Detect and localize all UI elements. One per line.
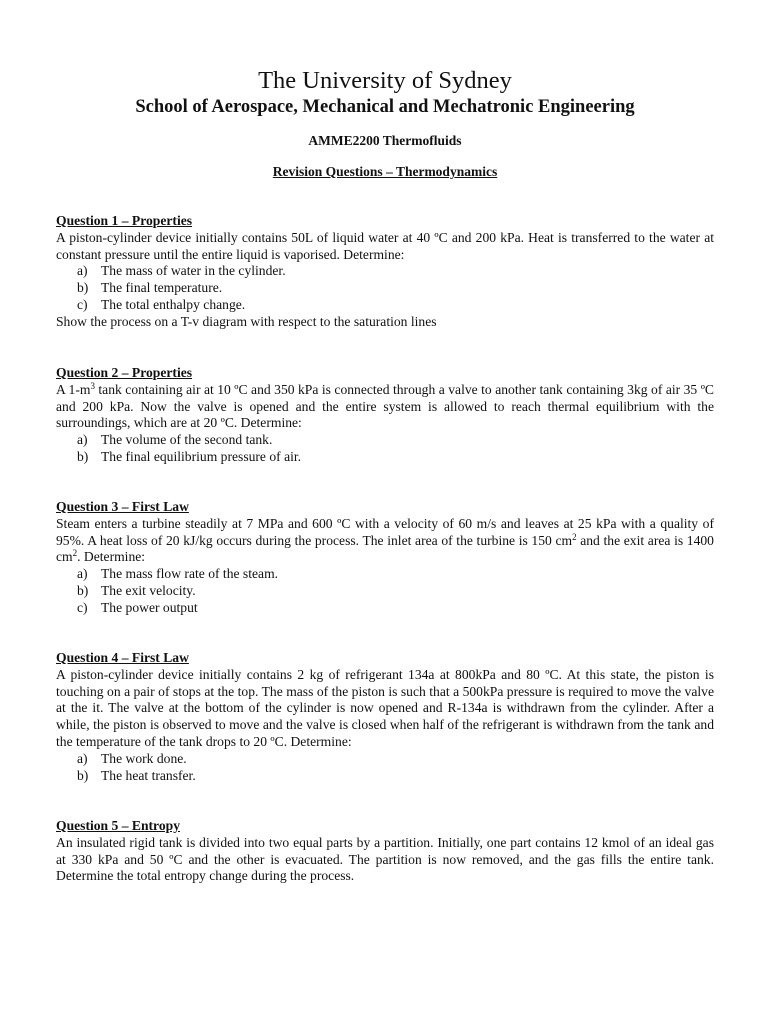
part-label: a)	[77, 750, 88, 766]
part-text: The mass flow rate of the steam.	[101, 566, 279, 582]
part-text: The volume of the second tank.	[101, 432, 273, 448]
list-item	[56, 280, 714, 297]
list-item	[56, 751, 714, 768]
part-text: The final equilibrium pressure of air.	[101, 448, 302, 464]
question-1-footer: Show the process on a T-v diagram with respect to the saturation lines	[56, 313, 437, 329]
body-text: . Determine:	[77, 549, 146, 565]
list-item	[56, 297, 714, 314]
question-4	[56, 650, 714, 784]
question-3	[56, 499, 714, 617]
part-label: b)	[77, 767, 89, 783]
superscript: 2	[72, 548, 78, 559]
superscript: 3	[90, 380, 95, 391]
list-item	[56, 566, 714, 583]
body-text: and the exit area is 1400 cm	[56, 532, 714, 565]
question-2-body	[56, 382, 714, 432]
part-text: The total enthalpy change.	[101, 296, 246, 312]
part-text: The work done.	[101, 750, 187, 766]
body-text: tank containing air at 10 ºC and 350 kPa is connected through a valve to another tank containing 3kg of air 35 ºC and 200 kPa. Now the valve is opened and the entire system is allowed to reach thermal equilibrium with the surroundings, which are at 20 ºC. Determine:	[56, 381, 714, 431]
part-text: The exit velocity.	[101, 582, 196, 598]
list-item	[56, 600, 714, 617]
list-item	[56, 768, 714, 785]
question-1	[56, 213, 714, 331]
question-3-body	[56, 516, 714, 566]
university-title: The University of Sydney	[258, 67, 512, 94]
question-4-body: A piston-cylinder device initially contains 2 kg of refrigerant 134a at 800kPa and 80 ºC. At this state, the piston is touching on a pair of stops at the top. The mass of the piston is such that a 500kPa pressure is required to move the valve at the it. The valve at the bottom of the cylinder is now opened and R-134a is withdrawn from the cylinder. After a while, the piston is observed to move and the valve is closed when half of the refrigerant is withdrawn from the tank and the temperature of the tank drops to 20 ºC. Determine:	[56, 666, 714, 749]
question-3-parts	[56, 566, 714, 616]
part-text: The power output	[101, 599, 198, 615]
part-label: c)	[77, 599, 88, 615]
question-1-parts	[56, 263, 714, 313]
list-item	[56, 263, 714, 280]
question-4-heading: Question 4 – First Law	[56, 650, 189, 665]
question-1-heading: Question 1 – Properties	[56, 213, 193, 228]
school-title: School of Aerospace, Mechanical and Mechatronic Engineering	[135, 97, 635, 117]
question-1-body: A piston-cylinder device initially contains 50L of liquid water at 40 ºC and 200 kPa. Heat is transferred to the water at constant pressure until the entire liquid is vaporised. Determine:	[56, 229, 714, 262]
part-text: The heat transfer.	[101, 767, 196, 783]
body-text: A 1-m	[56, 381, 91, 397]
part-label: b)	[77, 280, 89, 296]
superscript: 2	[572, 531, 577, 542]
question-2-parts	[56, 432, 714, 466]
part-label: a)	[77, 263, 88, 279]
question-3-heading: Question 3 – First Law	[56, 499, 189, 514]
course-code: AMME2200 Thermofluids	[308, 133, 462, 148]
part-label: c)	[77, 296, 88, 312]
question-2-heading: Question 2 – Properties	[56, 365, 193, 380]
list-item	[56, 449, 714, 466]
list-item	[56, 432, 714, 449]
part-label: b)	[77, 448, 89, 464]
part-label: a)	[77, 432, 88, 448]
question-2	[56, 365, 714, 466]
part-text: The final temperature.	[101, 280, 223, 296]
part-text: The mass of water in the cylinder.	[101, 263, 286, 279]
question-5	[56, 818, 714, 885]
list-item	[56, 583, 714, 600]
question-4-parts	[56, 751, 714, 785]
question-5-heading: Question 5 – Entropy	[56, 818, 181, 833]
question-5-body: An insulated rigid tank is divided into two equal parts by a partition. Initially, one part contains 12 kmol of an ideal gas at 330 kPa and 50 ºC and the other is evacuated. The partition is now removed, and the gas fills the entire tank. Determine the total entropy change during the process.	[56, 834, 714, 884]
body-text: Steam enters a turbine steadily at 7 MPa and 600 ºC with a velocity of 60 m/s and leaves at 25 kPa with a quality of 95%. A heat loss of 20 kJ/kg occurs during the process. The inlet area of the turbine is 150 cm	[56, 515, 714, 548]
revision-title: Revision Questions – Thermodynamics	[272, 164, 498, 179]
part-label: a)	[77, 566, 88, 582]
part-label: b)	[77, 582, 89, 598]
